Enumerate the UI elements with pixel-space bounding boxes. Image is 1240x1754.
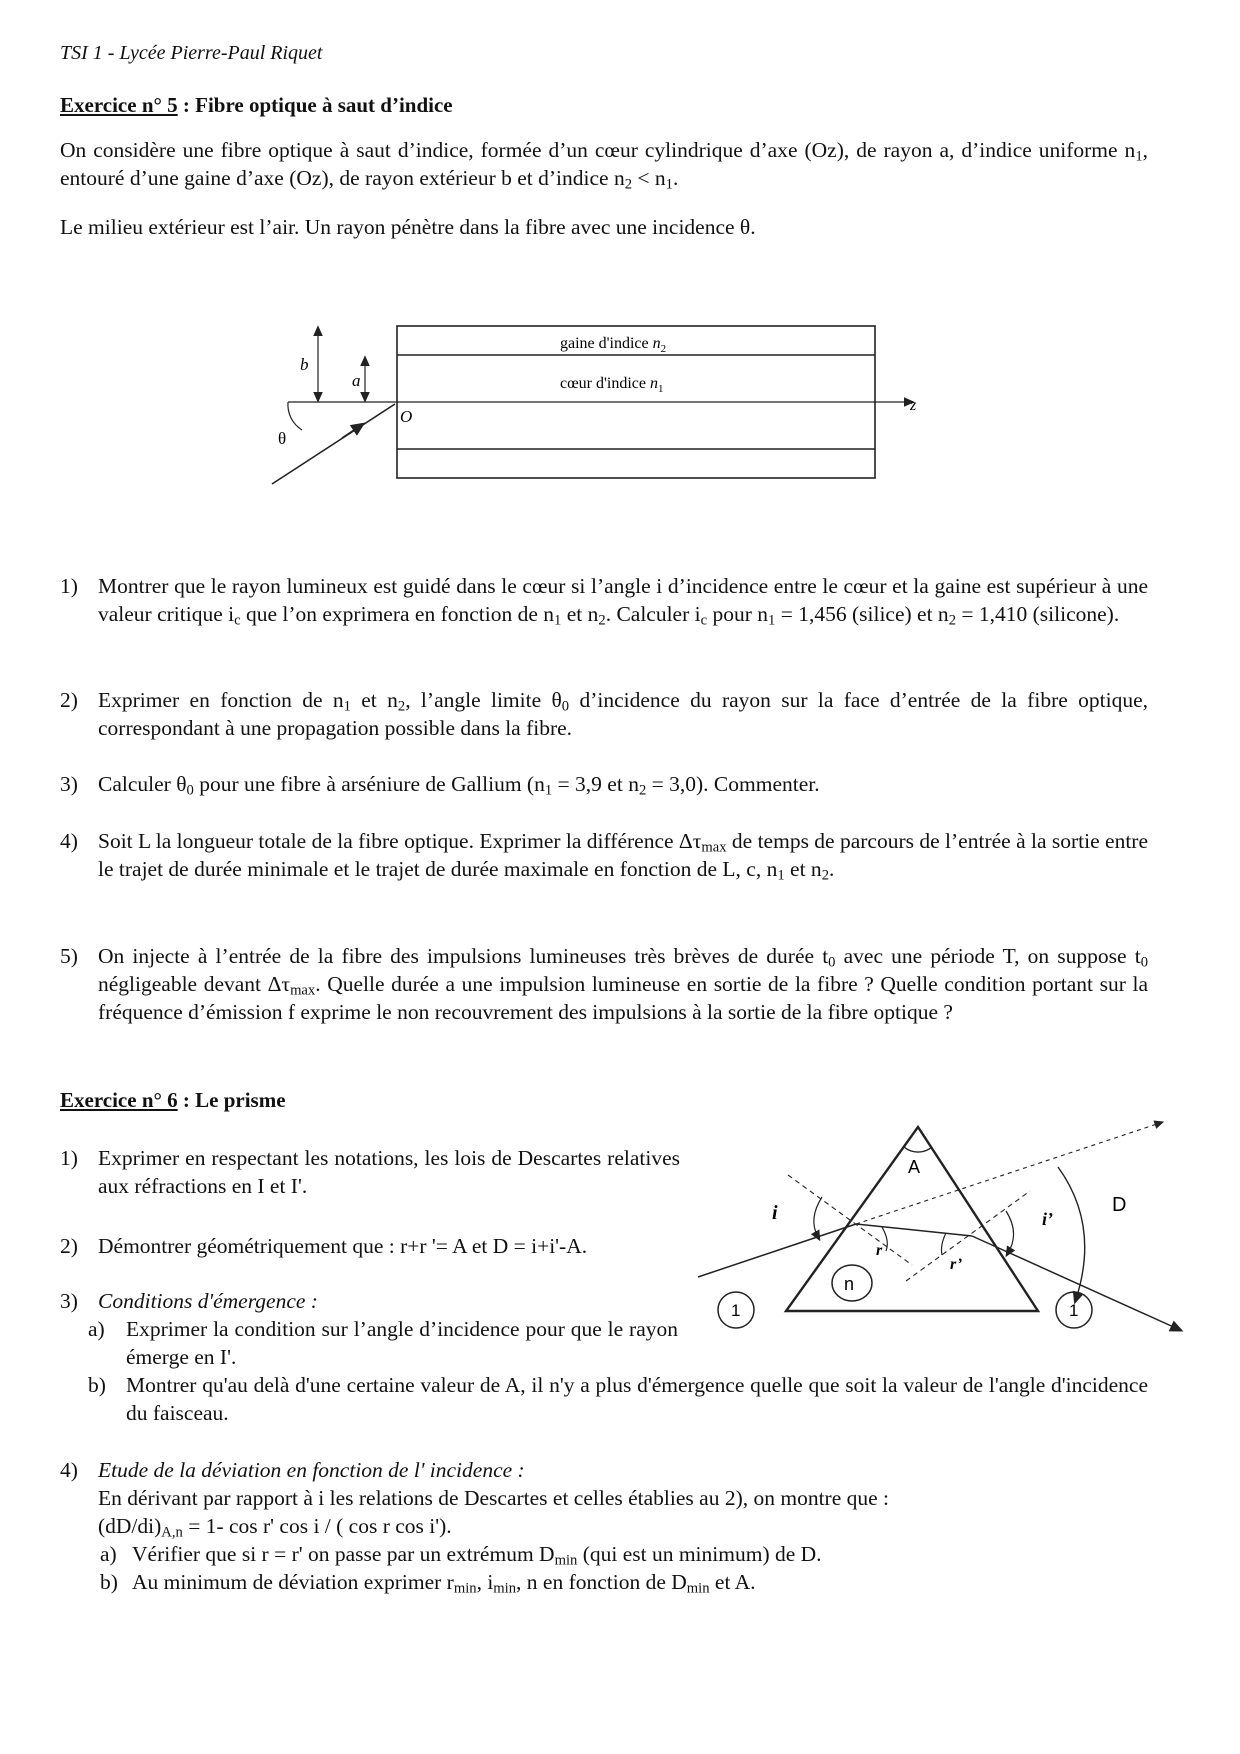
ex6-q1-text: Exprimer en respectant les notations, les lois de Descartes relatives aux réfractions en I et I'.: [98, 1146, 680, 1198]
rp-arc: [942, 1233, 947, 1255]
prism-n-label: n: [844, 1274, 855, 1294]
fiber-figure: [260, 318, 920, 518]
ex5-q3: 3) Calculer $\theta_0$ pour une fibre à arséniure de Gallium ($n_1 = 3,9$ et $n_2 = 3,0$). Commenter.: [60, 772, 820, 799]
theta-label: θ: [278, 429, 287, 448]
ex6-q4a-letter: a): [100, 1542, 117, 1566]
ex6-q3b-letter: b): [88, 1373, 106, 1397]
ex6-q3: [60, 1287, 680, 1315]
ex6-q3a: [88, 1315, 678, 1371]
prism-figure: [690, 1085, 1190, 1335]
deviation-arc: [1058, 1167, 1085, 1299]
ex5-q2-num: 2): [60, 688, 78, 712]
ip-arc: [1006, 1211, 1014, 1253]
ex5-q5: 5) On injecte à l’entrée de la fibre des impulsions lumineuses très brèves de durée $t_0$ avec une période T, on suppose $t_0$ négligeable devant $\Delta\tau_{max}$. Quelle durée a une impulsion lumineuse en sortie de la fibre ? Quelle condition portant sur la fréquence d’émission f exprime le non recouvrement des impulsions à la sortie de la fibre optique ?: [60, 944, 1148, 1024]
coeur-label: cœur d'indice $n_1$: [560, 375, 664, 395]
r-arc: [882, 1227, 887, 1251]
prism-rp-label: r’: [950, 1256, 963, 1273]
ex6-title-label: Exercice n° 6: [60, 1088, 178, 1112]
theta-arc: [288, 402, 302, 430]
ex5-title-rest: : Fibre optique à saut d’indice: [177, 93, 453, 117]
b-label: b: [300, 355, 309, 374]
ex6-q4-heading: Etude de la déviation en fonction de l' incidence :: [98, 1458, 525, 1482]
ex6-q3a-text: Exprimer la condition sur l’angle d’incidence pour que le rayon émerge en I'.: [126, 1317, 678, 1369]
ex6-q2-num: 2): [60, 1234, 78, 1258]
incident-ray: [698, 1224, 856, 1277]
ex5-q2: 2) Exprimer en fonction de $n_1$ et $n_2$, l’angle limite $\theta_0$ d’incidence du rayon sur la face d’entrée de la fibre optique, correspondant à une propagation possible dans la fibre.: [60, 688, 1148, 740]
medium-right-label: 1: [1069, 1301, 1079, 1320]
ex6-q2: [60, 1232, 780, 1260]
ex6-q4a: a) Vérifier que si r = r' on passe par un extrémum $D_{min}$ (qui est un minimum) de D.: [100, 1542, 822, 1569]
ex5-title: [60, 93, 453, 118]
ex6-q3b: [88, 1371, 1148, 1427]
i-arc: [814, 1197, 822, 1237]
ex6-title-rest: : Le prisme: [177, 1088, 286, 1112]
page-header: TSI 1 - Lycée Pierre-Paul Riquet: [60, 42, 323, 64]
prism-triangle: [786, 1127, 1038, 1311]
medium-left-label: 1: [731, 1301, 741, 1320]
ex5-title-label: Exercice n° 5: [60, 93, 178, 117]
apex-angle-arc: [904, 1147, 932, 1152]
ex6-q3-num: 3): [60, 1289, 78, 1313]
internal-ray: [856, 1224, 972, 1236]
ex5-q4: 4) Soit L la longueur totale de la fibre optique. Exprimer la différence $\Delta\tau_{max}$ de temps de parcours de l’entrée à la sortie entre le trajet de durée minimale et le trajet de durée maximale en fonction de L, c, $n_1$ et $n_2$.: [60, 829, 1148, 884]
ex5-q3-num: 3): [60, 772, 78, 796]
prism-A-label: A: [908, 1157, 921, 1177]
ex5-intro-p2: Le milieu extérieur est l’air. Un rayon pénètre dans la fibre avec une incidence θ.: [60, 215, 756, 239]
prism-ip-label: i’: [1042, 1209, 1053, 1229]
a-label: a: [352, 371, 361, 390]
ex5-q1-num: 1): [60, 574, 78, 598]
ex6-q2-text: Démontrer géométriquement que : r+r '= A et D = i+i'-A.: [98, 1234, 588, 1258]
ex6-q3b-text: Montrer qu'au delà d'une certaine valeur de A, il n'y a plus d'émergence quelle que soit la valeur de l'angle d'incidence du faisceau.: [126, 1373, 1148, 1425]
prism-D-label: D: [1112, 1194, 1127, 1216]
prism-r-label: r: [876, 1242, 883, 1259]
incident-ray-arrow: [342, 426, 360, 438]
z-label: z: [910, 397, 917, 414]
ex5-q1: 1) Montrer que le rayon lumineux est guidé dans le cœur si l’angle i d’incidence entre le cœur et la gaine est supérieur à une valeur critique $i_c$ que l’on exprimera en fonction de $n_1$ et $n_2$. Calculer $i_c$ pour $n_1 = 1,456$ (silice) et $n_2 = 1,410$ (silicone).: [60, 574, 1148, 629]
ex5-q5-num: 5): [60, 944, 78, 968]
ex6-q4b-letter: b): [100, 1570, 118, 1594]
gaine-label: gaine d'indice $n_2$: [560, 335, 667, 355]
ex6-q3-heading: Conditions d'émergence :: [98, 1289, 318, 1313]
ex6-q4-formula: $(dD/di)_{A,n} = 1-$ cos r' cos i / ( cos r cos i').: [98, 1514, 452, 1541]
normal-entry: [788, 1175, 912, 1265]
ex5-q4-num: 4): [60, 829, 78, 853]
ex6-q3a-letter: a): [88, 1317, 105, 1341]
ex6-q4: [60, 1456, 1148, 1540]
ex6-q4b: b) Au minimum de déviation exprimer $r_{min}$, $i_{min}$, n en fonction de $D_{min}$ et A.: [100, 1570, 756, 1597]
ex5-intro-p1: On considère une fibre optique à saut d’indice, formée d’un cœur cylindrique d’axe (Oz), de rayon a, d’indice uniforme $n_1$, entouré d’une gaine d’axe (Oz), de rayon extérieur b et d’indice $n_2 < n_1$.: [60, 138, 1148, 193]
ex6-q1: [60, 1144, 680, 1200]
prism-i-label: i: [772, 1202, 778, 1224]
ex6-q4-line1: En dérivant par rapport à i les relations de Descartes et celles établies au 2), on montre que :: [98, 1486, 890, 1510]
ex6-q4-num: 4): [60, 1458, 78, 1482]
ex6-title: [60, 1088, 286, 1113]
ex6-q1-num: 1): [60, 1146, 78, 1170]
o-label: O: [400, 407, 413, 426]
